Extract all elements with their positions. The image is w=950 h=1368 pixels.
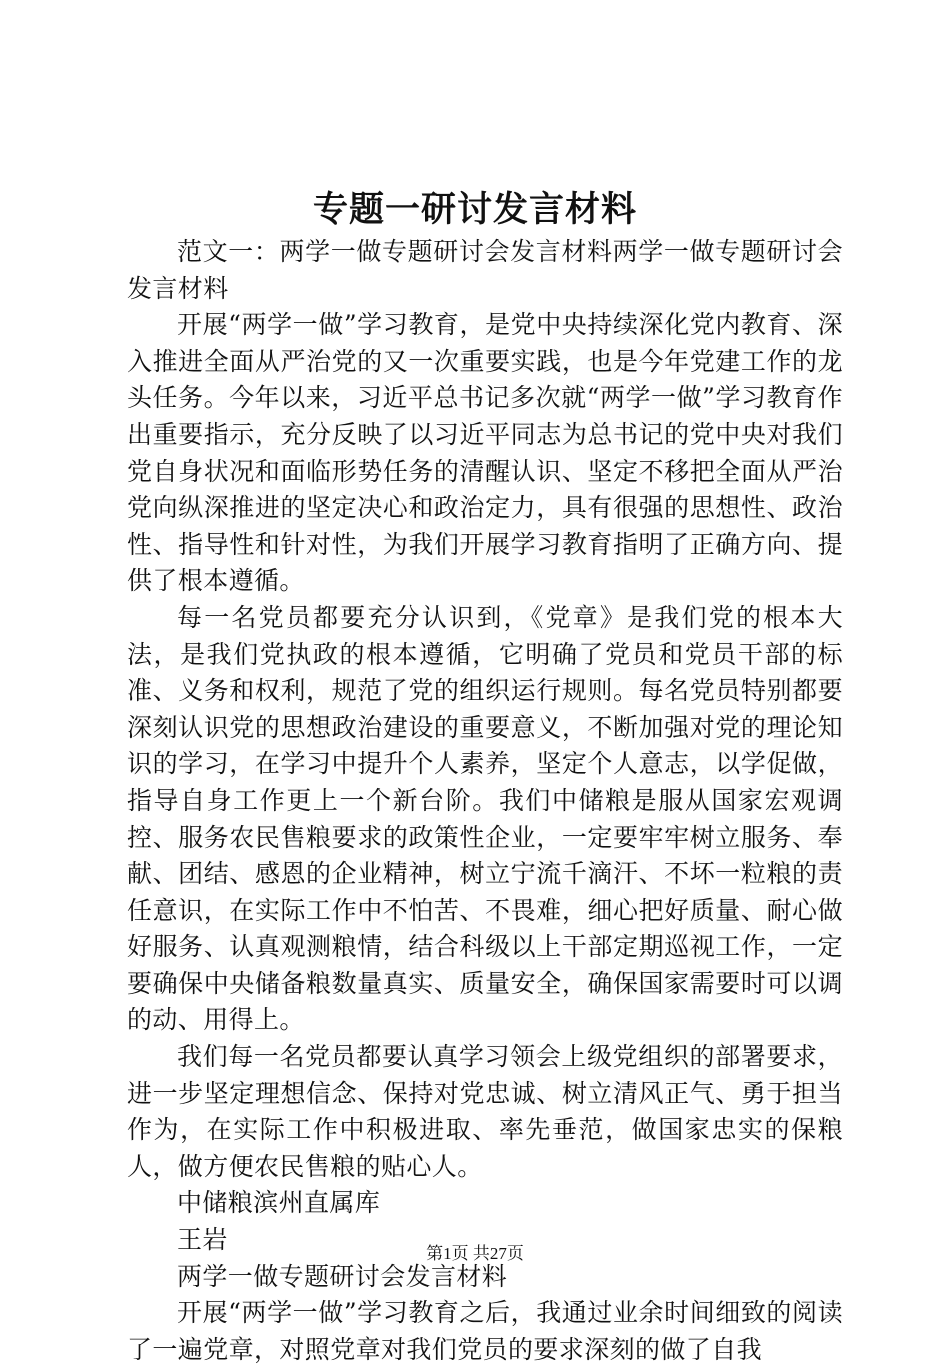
signature-organization: 中储粮滨州直属库 xyxy=(177,1188,381,1218)
section-heading: 两学一做专题研讨会发言材料 xyxy=(177,1261,508,1291)
signature-name: 王岩 xyxy=(177,1225,228,1255)
document-title: 专题一研讨发言材料 xyxy=(312,189,637,230)
paragraph-3: 我们每一名党员都要认真学习领会上级党组织的部署要求，进一步坚定理想信念、保持对党忠诚、树立清风正气、勇于担当作为，在实际工作中积极进取、率先垂范，做国家忠实的保粮人，做方便农民售粮的贴心人。 xyxy=(127,1042,843,1181)
paragraph-intro: 范文一：两学一做专题研讨会发言材料两学一做专题研讨会发言材料 xyxy=(127,237,843,303)
paragraph-4: 开展“两学一做”学习教育之后，我通过业余时间细致的阅读了一遍党章，对照党章对我们党员的要求深刻的做了自我 xyxy=(127,1298,843,1364)
page-number: 第1页 共27页 xyxy=(426,1244,524,1263)
paragraph-1: 开展“两学一做”学习教育，是党中央持续深化党内教育、深入推进全面从严治党的又一次重要实践，也是今年党建工作的龙头任务。今年以来，习近平总书记多次就“两学一做”学习教育作出重要指示，充分反映了以习近平同志为总书记的党中央对我们党自身状况和面临形势任务的清醒认识、坚定不移把全面从严治党向纵深推进的坚定决心和政治定力，具有很强的思想性、政治性、指导性和针对性，为我们开展学习教育指明了正确方向、提供了根本遵循。 xyxy=(127,310,843,596)
document-body xyxy=(127,234,843,1368)
paragraph-2: 每一名党员都要充分认识到，《党章》是我们党的根本大法，是我们党执政的根本遵循，它明确了党员和党员干部的标准、义务和权利，规范了党的组织运行规则。每名党员特别都要深刻认识党的思想政治建设的重要意义，不断加强对党的理论知识的学习，在学习中提升个人素养，坚定个人意志，以学促做，指导自身工作更上一个新台阶。我们中储粮是服从国家宏观调控、服务农民售粮要求的政策性企业，一定要牢牢树立服务、奉献、团结、感恩的企业精神，树立宁流千滴汗、不坏一粒粮的责任意识，在实际工作中不怕苦、不畏难，细心把好质量、耐心做好服务、认真观测粮情，结合科级以上干部定期巡视工作，一定要确保中央储备粮数量真实、质量安全，确保国家需要时可以调的动、用得上。 xyxy=(127,602,843,1035)
